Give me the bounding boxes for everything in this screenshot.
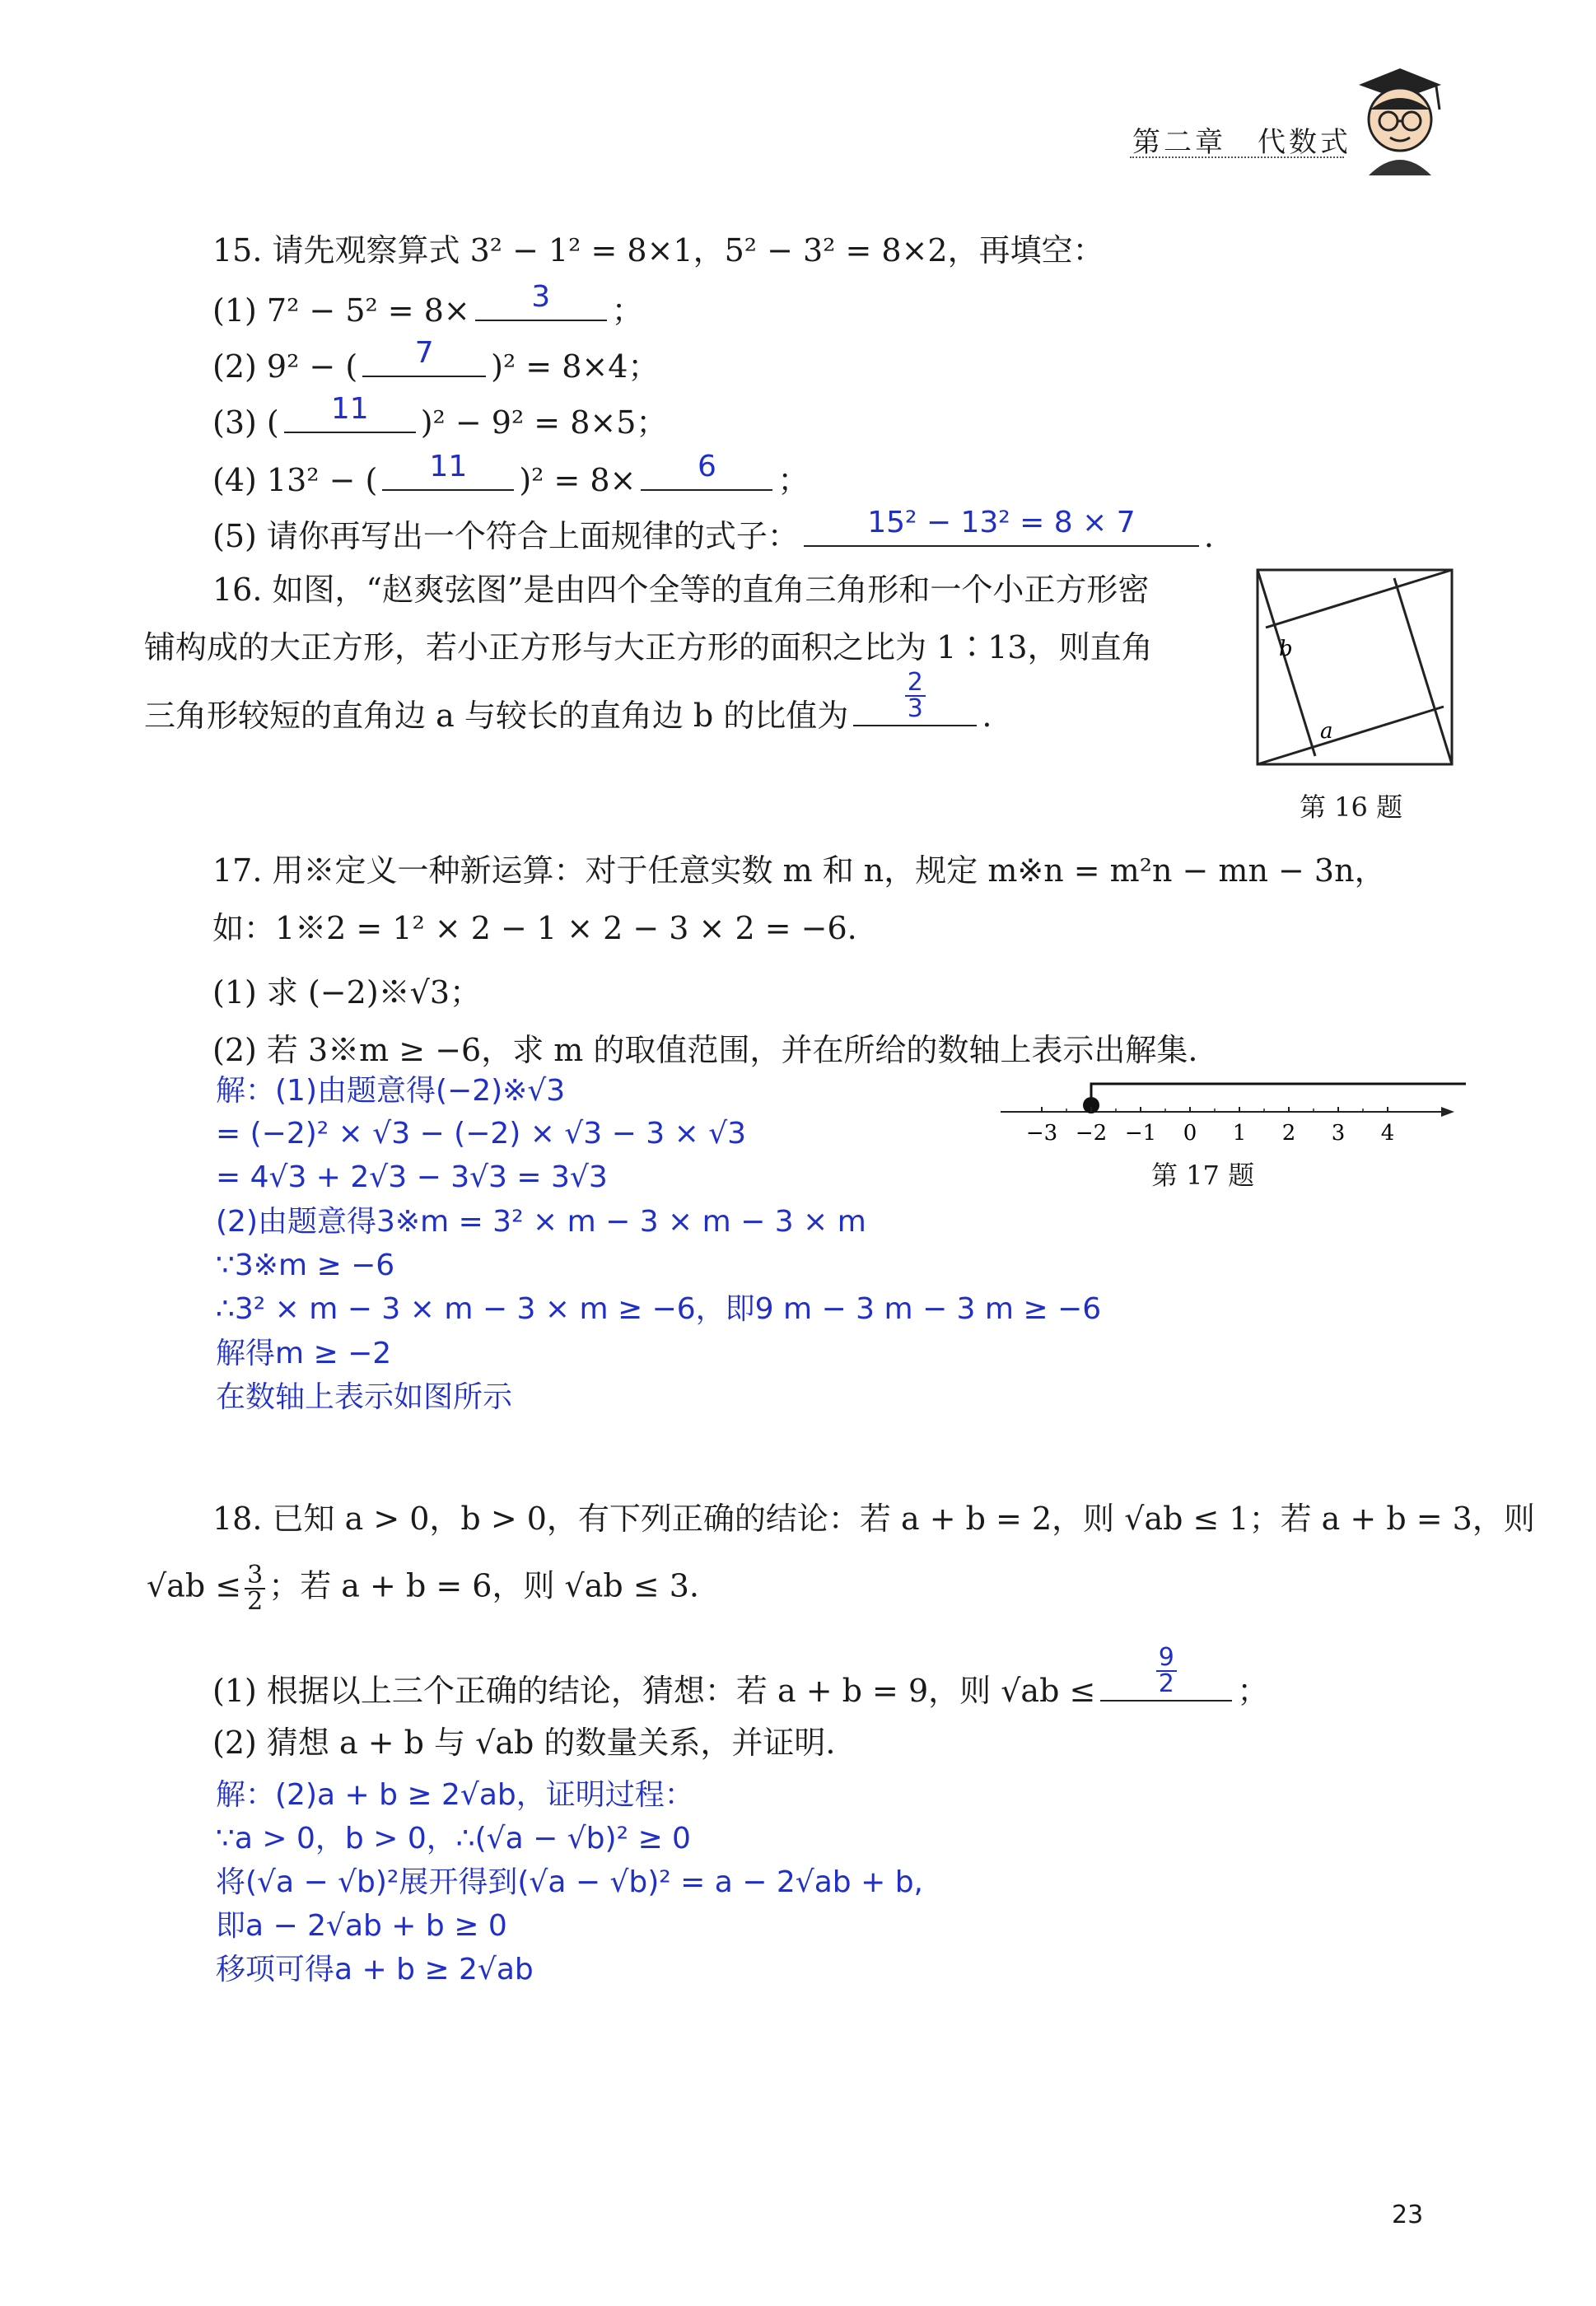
q15-answer4a: 11: [429, 449, 468, 483]
q15-part2: (2) 9² − ( 7 )² = 8×4；: [212, 335, 660, 385]
q17-sol-4: (2)由题意得3※m = 3² × m − 3 × m − 3 × m: [216, 1205, 866, 1239]
diagram-label-b: b: [1279, 637, 1293, 661]
q15-part1: (1) 7² − 5² = 8× 3 ；: [212, 279, 643, 329]
header-dotted-rule: [1130, 156, 1344, 158]
q17-sol-6: ∴3² × m − 3 × m − 3 × m ≥ −6，即9 m − 3 m − 3 m ≥ −6: [216, 1292, 1102, 1326]
q18-answer-numerator: 9: [1156, 1645, 1177, 1672]
chapter-title: 第二章 代数式: [1132, 126, 1351, 159]
q15-answer1: 3: [531, 279, 551, 314]
q15-answer3: 11: [330, 391, 369, 426]
q17-caption: 第 17 题: [1151, 1160, 1255, 1191]
axis-tick-label: 3: [1331, 1121, 1346, 1146]
q17-sol-1: 解：(1)由题意得(−2)※√3: [216, 1074, 566, 1108]
q18-sol-4: 即a − 2√ab + b ≥ 0: [216, 1909, 507, 1943]
q18-sol-1: 解：(2)a + b ≥ 2√ab，证明过程：: [216, 1778, 694, 1812]
q17-line2: 如：1※2 = 1² × 2 − 1 × 2 − 3 × 2 = −6.: [212, 910, 857, 946]
q16-answer-numerator: 2: [905, 670, 926, 697]
q18-part2: (2) 猜想 a + b 与 √ab 的数量关系，并证明.: [212, 1725, 836, 1761]
axis-tick-label: 2: [1281, 1121, 1296, 1146]
axis-tick-label: −3: [1025, 1121, 1058, 1146]
q17-sol-3: = 4√3 + 2√3 − 3√3 = 3√3: [216, 1160, 608, 1194]
q17-sol-7: 解得m ≥ −2: [216, 1337, 392, 1370]
q18-line2: √ab ≤ $\frac{3}{2}$ ；若 a + b = 6，则 √ab ≤ 3.: [147, 1561, 699, 1616]
q16-line3: 三角形较短的直角边 a 与较长的直角边 b 的比值为 $\frac{2}{3}$ .: [144, 668, 992, 734]
number-line: [996, 1071, 1474, 1153]
zhao-shuang-diagram: [1256, 568, 1454, 766]
q18-line1: 18. 已知 a > 0，b > 0，有下列正确的结论：若 a + b = 2，则 √ab ≤ 1；若 a + b = 3，则: [212, 1501, 1535, 1537]
q17-sol-5: ∵3※m ≥ −6: [216, 1249, 395, 1282]
q18-sol-3: 将(√a − √b)²展开得到(√a − √b)² = a − 2√ab + b,: [216, 1865, 923, 1899]
q15-part3: (3) ( 11 )² − 9² = 8×5；: [212, 391, 668, 441]
q16-line1: 16. 如图，“赵爽弦图”是由四个全等的直角三角形和一个小正方形密: [212, 572, 1150, 608]
q15-answer5: 15² − 13² = 8 × 7: [867, 505, 1136, 539]
axis-tick-label: 1: [1232, 1121, 1247, 1146]
diagram-label-a: a: [1320, 719, 1333, 744]
q18-answer-denominator: 2: [1158, 1669, 1174, 1698]
q17-sol-8: 在数轴上表示如图所示: [216, 1380, 513, 1414]
q15-answer2: 7: [414, 335, 434, 370]
q15-part5: (5) 请你再写出一个符合上面规律的式子： 15² − 13² = 8 × 7 .: [212, 505, 1215, 554]
q15-part4: (4) 13² − ( 11 )² = 8× 6 ；: [212, 449, 810, 498]
q18-sol-5: 移项可得a + b ≥ 2√ab: [216, 1953, 534, 1986]
q17-part1: (1) 求 (−2)※√3；: [212, 974, 482, 1011]
q18-sol-2: ∵a > 0，b > 0，∴(√a − √b)² ≥ 0: [216, 1822, 691, 1856]
mascot-icon: [1351, 62, 1449, 177]
q16-line2: 铺构成的大正方形，若小正方形与大正方形的面积之比为 1∶13，则直角: [144, 629, 1153, 665]
axis-tick-label: −1: [1124, 1121, 1157, 1146]
q17-part2: (2) 若 3※m ≥ −6，求 m 的取值范围，并在所给的数轴上表示出解集.: [212, 1032, 1198, 1068]
q18-part1: (1) 根据以上三个正确的结论，猜想：若 a + b = 9，则 √ab ≤ $\frac{9}{2}$ ；: [212, 1643, 1269, 1709]
q16-caption: 第 16 题: [1300, 791, 1403, 823]
q16-answer-denominator: 3: [907, 694, 923, 723]
q17-line1: 17. 用※定义一种新运算：对于任意实数 m 和 n，规定 m※n = m²n − mn − 3n，: [212, 852, 1386, 889]
axis-tick-label: 4: [1380, 1121, 1395, 1146]
q15-stem: 15. 请先观察算式 3² − 1² = 8×1，5² − 3² = 8×2，再填空：: [212, 232, 1104, 268]
page-number: 23: [1392, 2201, 1424, 2229]
axis-tick-label: 0: [1183, 1121, 1197, 1146]
q15-answer4b: 6: [697, 449, 716, 483]
axis-tick-label: −2: [1075, 1121, 1108, 1146]
q17-sol-2: = (−2)² × √3 − (−2) × √3 − 3 × √3: [216, 1117, 747, 1151]
